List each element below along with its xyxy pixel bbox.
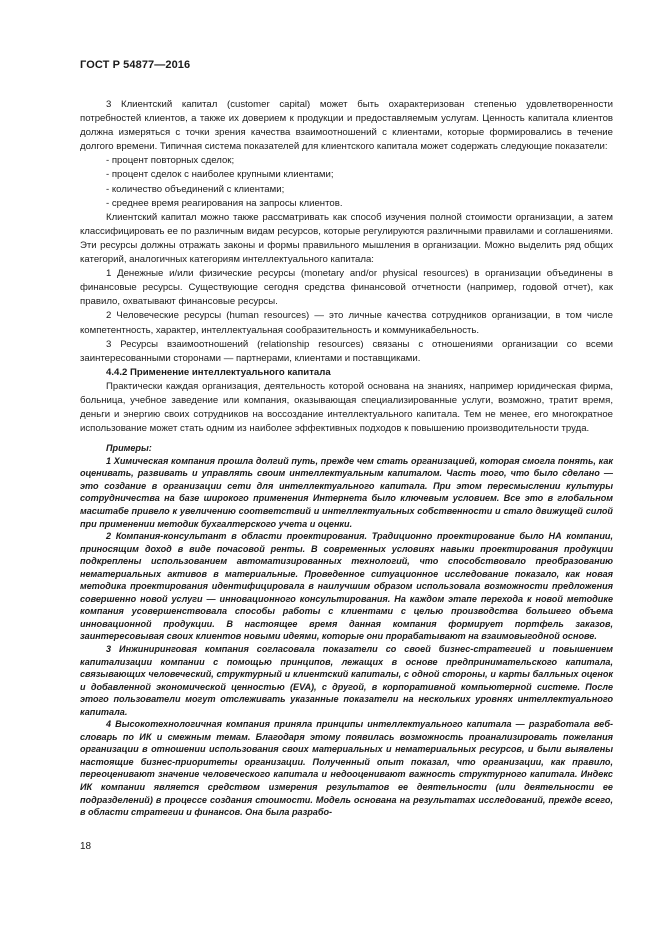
examples-title: Примеры: [106, 443, 152, 454]
example-item: 2 Компания-консультант в области проектирования. Традиционно проектирование было НА компании, приносящим доход в виде почасовой ренты. В современных условиях навыки проектирования продукции подкреплены использованием автоматизированных технологий, что способствовало преобразованию нематериальных активов в материальные. Проведенное ситуационное исследование показало, как новая методика проектирования идентифицировала в наилучшим образом использовала возможности предложения совершенно новой услуги — инновационного консультирования. На каждом этапе перехода к новой методике компания усовершенствовала способы работы с клиентами с целью производства большего объема инновационной продукции. В настоящее время данная компания формирует портфель заказов, заинтересовывая своих клиентов новыми идеями, которые они прорабатывают на взаимовыгодной основе. [80, 531, 613, 642]
paragraph-human-resources: 2 Человеческие ресурсы (human resources) — это личные качества сотрудников организации, в том числе компетентность, характер, интеллектуальная сообразительность и коммуникабельность. [80, 310, 613, 336]
paragraph-relationship-resources: 3 Ресурсы взаимоотношений (relationship resources) связаны с отношениями организации со всеми заинтересованными сторонами — партнерами, клиентами и поставщиками. [80, 338, 613, 364]
list-item: - процент сделок с наиболее крупными клиентами; [106, 169, 334, 181]
paragraph: Практически каждая организация, деятельность которой основана на знаниях, например юридическая фирма, больница, учебное заведение или компания, оказывающая специализированные услуги, возможно, тратит время, деньги и энергию своих сотрудников на воссоздание интеллектуального капитала. Тем не менее, его многократное использование может стать одним из наиболее эффективных подходов к повышению производительности труда. [80, 380, 613, 435]
example-item: 1 Химическая компания прошла долгий путь, прежде чем стать организацией, которая смогла понять, как оценивать, развивать и управлять своим интеллектуальным капиталом. Часть того, что было сделано — это создание в организации сети для интеллектуального капитала. При этом пересмыслении культуры сотрудничества на базе широкого применения Интернета было ключевым условием. Все это в глобальном масштабе привело к увеличению соответствий и интеллектуальных собственности и стало движущей силой при применении методик бухгалтерского учета и оценки. [80, 455, 613, 529]
paragraph: Клиентский капитал можно также рассматривать как способ изучения полной стоимости организации, а затем классифицировать ее по различным видам ресурсов, которые регулируются различными правилами и соглашениями. Эти ресурсы должны отражать законы и формы правильного мышления в организации. Можно выделить ряд общих категорий, аналогичных категориям интеллектуального капитала: [80, 211, 613, 266]
list-item: - среднее время реагирования на запросы клиентов. [106, 197, 343, 209]
paragraph-monetary-resources: 1 Денежные и/или физические ресурсы (monetary and/or physical resources) в организации объединены в финансовые ресурсы. Существующие сегодня средства финансовой отчетности (например, годовой отчет), как правило, охватывают финансовые ресурсы. [80, 268, 613, 308]
list-item: - количество объединений с клиентами; [106, 183, 285, 195]
examples-block [80, 442, 613, 818]
section-heading: 4.4.2 Применение интеллектуального капитала [106, 366, 331, 378]
document-body [80, 98, 613, 819]
list-item: - процент повторных сделок; [106, 155, 235, 167]
page-number: 18 [80, 841, 92, 852]
example-item: 4 Высокотехнологичная компания приняла принципы интеллектуального капитала — разработала веб-словарь по ИК и смежным темам. Благодаря этому появилась возможность проанализировать пожелания организации в отношении использования своих материальных и нематериальных ресурсов, и были выявлены настоящие бизнес-приоритеты организации. Полученный опыт показал, что организации, как правило, переоценивают значение человеческого капитала и недооценивают важность структурного капитала. Индекс ИК компании является средством измерения результатов ее деятельности (или деятельности ее подразделений) в процессе создания стоимости. Модель основана на результатах исследований, прежде всего, в области стратегии и финансов. Она была разрабо- [80, 719, 613, 818]
example-item: 3 Инжиниринговая компания согласовала показатели со своей бизнес-стратегией и повышением капитализации компании с помощью принципов, лежащих в основе предпринимательского капитала, связывающих человеческий, структурный и клиентский капиталы, с одной стороны, и карты балльных оценок и добавленной экономической ценностью (EVA), с другой, в корпоративной компьютерной системе. После этого пользователи могут отслеживать указанные показатели на нескольких уровнях интеллектуального капитала. [80, 644, 613, 717]
standard-header: ГОСТ Р 54877—2016 [80, 59, 191, 71]
paragraph-customer-capital: 3 Клиентский капитал (customer capital) может быть охарактеризован степенью удовлетворенности потребностей клиентов, а также их доверием к продукции и предоставляемым услугам. Ценность капитала клиентов должна измеряться с точки зрения качества взаимоотношений с клиентами, которые формировались в течение долгого времени. Типичная система показателей для клиентского капитала может содержать следующие показатели: [80, 99, 613, 153]
